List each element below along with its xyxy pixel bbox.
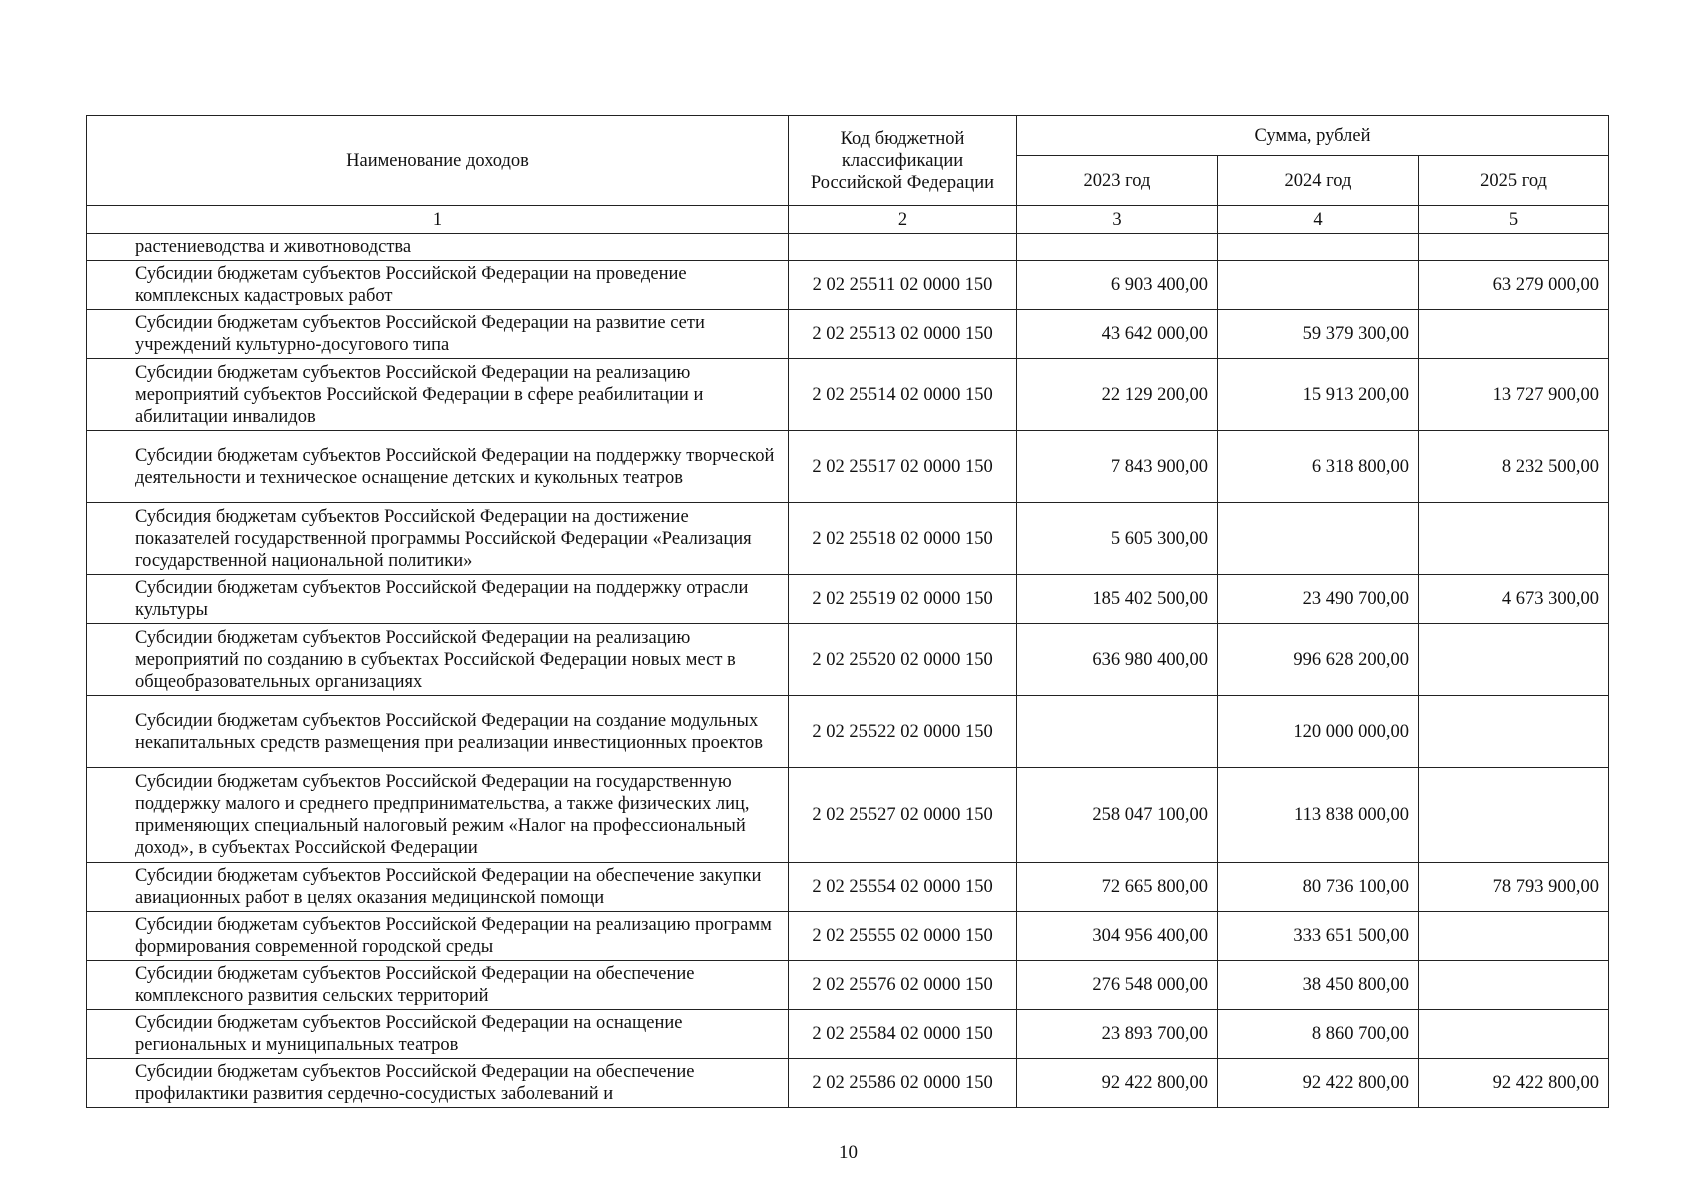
row-value-2023: 304 956 400,00 — [1017, 912, 1218, 961]
row-value-2025: 78 793 900,00 — [1419, 863, 1609, 912]
row-value-2023: 5 605 300,00 — [1017, 503, 1218, 575]
row-value-2024: 6 318 800,00 — [1218, 431, 1419, 503]
row-name: Субсидии бюджетам субъектов Российской Федерации на реализацию мероприятий субъектов Российской Федерации в сфере реабилитации и абилитации инвалидов — [87, 359, 789, 431]
row-code: 2 02 25513 02 0000 150 — [789, 310, 1017, 359]
row-name: Субсидии бюджетам субъектов Российской Федерации на создание модульных некапитальных средств размещения при реализации инвестиционных проектов — [87, 696, 789, 768]
row-value-2024: 120 000 000,00 — [1218, 696, 1419, 768]
table-row — [87, 1010, 1609, 1059]
header-year-2023: 2023 год — [1017, 156, 1218, 206]
row-value-2023: 258 047 100,00 — [1017, 768, 1218, 863]
header-code: Код бюджетной классификации Российской Федерации — [789, 116, 1017, 206]
row-value-2025: 63 279 000,00 — [1419, 261, 1609, 310]
row-value-2025 — [1419, 1010, 1609, 1059]
row-code: 2 02 25584 02 0000 150 — [789, 1010, 1017, 1059]
row-name: Субсидии бюджетам субъектов Российской Федерации на обеспечение закупки авиационных работ в целях оказания медицинской помощи — [87, 863, 789, 912]
table-row — [87, 768, 1609, 863]
row-value-2025: 8 232 500,00 — [1419, 431, 1609, 503]
row-code: 2 02 25519 02 0000 150 — [789, 575, 1017, 624]
col-index-1: 1 — [87, 206, 789, 234]
row-value-2023: 22 129 200,00 — [1017, 359, 1218, 431]
row-value-2023: 6 903 400,00 — [1017, 261, 1218, 310]
row-value-2024: 113 838 000,00 — [1218, 768, 1419, 863]
row-code: 2 02 25517 02 0000 150 — [789, 431, 1017, 503]
row-name: Субсидии бюджетам субъектов Российской Федерации на государственную поддержку малого и среднего предпринимательства, а также физических лиц, применяющих специальный налоговый режим «Налог на профессиональный доход», в субъектах Российской Федерации — [87, 768, 789, 863]
row-value-2023: 636 980 400,00 — [1017, 624, 1218, 696]
row-name: Субсидии бюджетам субъектов Российской Федерации на поддержку отрасли культуры — [87, 575, 789, 624]
row-name: Субсидии бюджетам субъектов Российской Федерации на оснащение региональных и муниципальных театров — [87, 1010, 789, 1059]
row-value-2025 — [1419, 310, 1609, 359]
row-value-2024: 80 736 100,00 — [1218, 863, 1419, 912]
row-code: 2 02 25520 02 0000 150 — [789, 624, 1017, 696]
table-row — [87, 624, 1609, 696]
table-row — [87, 575, 1609, 624]
table-row — [87, 431, 1609, 503]
row-value-2025 — [1419, 503, 1609, 575]
row-name: Субсидии бюджетам субъектов Российской Федерации на реализацию программ формирования современной городской среды — [87, 912, 789, 961]
revenue-table — [86, 115, 1609, 1108]
table-row — [87, 1059, 1609, 1108]
row-value-2025: 13 727 900,00 — [1419, 359, 1609, 431]
table-row — [87, 961, 1609, 1010]
row-name: Субсидии бюджетам субъектов Российской Федерации на развитие сети учреждений культурно-досугового типа — [87, 310, 789, 359]
row-code: 2 02 25576 02 0000 150 — [789, 961, 1017, 1010]
row-value-2025 — [1419, 768, 1609, 863]
table-row — [87, 863, 1609, 912]
page-number: 10 — [839, 1142, 858, 1163]
row-code: 2 02 25511 02 0000 150 — [789, 261, 1017, 310]
row-value-2023: 72 665 800,00 — [1017, 863, 1218, 912]
row-value-2025: 92 422 800,00 — [1419, 1059, 1609, 1108]
col-index-5: 5 — [1419, 206, 1609, 234]
row-value-2025 — [1419, 696, 1609, 768]
row-code — [789, 234, 1017, 261]
row-value-2024: 92 422 800,00 — [1218, 1059, 1419, 1108]
row-value-2024 — [1218, 503, 1419, 575]
row-code: 2 02 25514 02 0000 150 — [789, 359, 1017, 431]
col-index-4: 4 — [1218, 206, 1419, 234]
table-row — [87, 912, 1609, 961]
header-sum: Сумма, рублей — [1017, 116, 1609, 156]
row-value-2025 — [1419, 624, 1609, 696]
header-name: Наименование доходов — [87, 116, 789, 206]
table-row — [87, 234, 1609, 261]
row-name: Субсидии бюджетам субъектов Российской Федерации на обеспечение комплексного развития сельских территорий — [87, 961, 789, 1010]
table-row — [87, 503, 1609, 575]
col-index-3: 3 — [1017, 206, 1218, 234]
header-year-2024: 2024 год — [1218, 156, 1419, 206]
row-name: Субсидия бюджетам субъектов Российской Федерации на достижение показателей государственной программы Российской Федерации «Реализация государственной национальной политики» — [87, 503, 789, 575]
row-value-2024: 38 450 800,00 — [1218, 961, 1419, 1010]
row-name: Субсидии бюджетам субъектов Российской Федерации на обеспечение профилактики развития сердечно-сосудистых заболеваний и — [87, 1059, 789, 1108]
row-name: Субсидии бюджетам субъектов Российской Федерации на поддержку творческой деятельности и техническое оснащение детских и кукольных театров — [87, 431, 789, 503]
row-value-2023: 92 422 800,00 — [1017, 1059, 1218, 1108]
table-row — [87, 261, 1609, 310]
row-name: Субсидии бюджетам субъектов Российской Федерации на проведение комплексных кадастровых работ — [87, 261, 789, 310]
row-code: 2 02 25554 02 0000 150 — [789, 863, 1017, 912]
row-name: растениеводства и животноводства — [87, 234, 789, 261]
row-value-2024: 15 913 200,00 — [1218, 359, 1419, 431]
row-value-2024: 59 379 300,00 — [1218, 310, 1419, 359]
row-value-2023: 43 642 000,00 — [1017, 310, 1218, 359]
row-value-2025 — [1419, 912, 1609, 961]
row-value-2024: 8 860 700,00 — [1218, 1010, 1419, 1059]
header-year-2025: 2025 год — [1419, 156, 1609, 206]
row-value-2024 — [1218, 234, 1419, 261]
row-value-2025 — [1419, 234, 1609, 261]
row-name: Субсидии бюджетам субъектов Российской Федерации на реализацию мероприятий по созданию в субъектах Российской Федерации новых мест в общеобразовательных организациях — [87, 624, 789, 696]
row-code: 2 02 25555 02 0000 150 — [789, 912, 1017, 961]
col-index-2: 2 — [789, 206, 1017, 234]
row-value-2023 — [1017, 234, 1218, 261]
row-code: 2 02 25518 02 0000 150 — [789, 503, 1017, 575]
row-value-2024 — [1218, 261, 1419, 310]
row-value-2024: 23 490 700,00 — [1218, 575, 1419, 624]
table-row — [87, 359, 1609, 431]
row-code: 2 02 25586 02 0000 150 — [789, 1059, 1017, 1108]
row-value-2023 — [1017, 696, 1218, 768]
row-value-2023: 7 843 900,00 — [1017, 431, 1218, 503]
row-value-2023: 23 893 700,00 — [1017, 1010, 1218, 1059]
table-body — [87, 234, 1609, 1108]
row-code: 2 02 25522 02 0000 150 — [789, 696, 1017, 768]
row-value-2023: 185 402 500,00 — [1017, 575, 1218, 624]
row-code: 2 02 25527 02 0000 150 — [789, 768, 1017, 863]
table-row — [87, 696, 1609, 768]
row-value-2025: 4 673 300,00 — [1419, 575, 1609, 624]
row-value-2025 — [1419, 961, 1609, 1010]
row-value-2024: 996 628 200,00 — [1218, 624, 1419, 696]
row-value-2024: 333 651 500,00 — [1218, 912, 1419, 961]
row-value-2023: 276 548 000,00 — [1017, 961, 1218, 1010]
table-row — [87, 310, 1609, 359]
